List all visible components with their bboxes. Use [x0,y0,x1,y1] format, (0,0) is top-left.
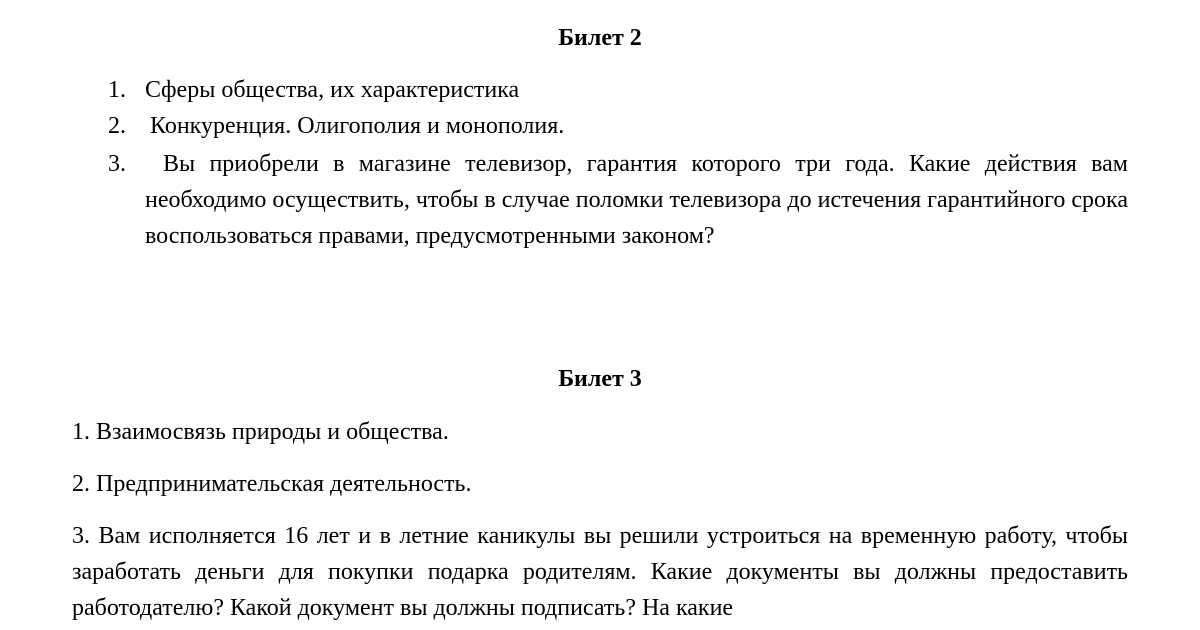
question-number: 3. [108,151,126,177]
ticket-3-question-1: 1. Взаимосвязь природы и общества. [72,419,449,445]
ticket-2-title: Билет 2 [558,25,642,51]
ticket-3-title: Билет 3 [558,366,642,392]
ticket-2-question-1 [108,72,1128,108]
question-text: Вы приобрели в магазине телевизор, гарантия которого три года. Какие действия вам необходимо осуществить, чтобы в случае поломки телевизора до истечения гарантийного срока воспользоваться правами, предусмотренными законом? [145,151,1128,249]
ticket-2-question-2 [108,108,1128,144]
ticket-3-question-3: 3. Вам исполняется 16 лет и в летние каникулы вы решили устроиться на временную работу, чтобы заработать деньги для покупки подарка родителям. Какие документы вы должны предоставить работодателю? Какой документ вы должны подписать? На какие [72,523,1128,621]
ticket-3-question-2: 2. Предпринимательская деятельность. [72,471,472,497]
question-text: Конкуренция. Олигополия и монополия. [150,113,565,139]
question-number: 1. [108,77,126,103]
question-text-block [145,146,1128,254]
question-number: 2. [108,113,126,139]
question-text: Сферы общества, их характеристика [145,77,520,103]
ticket-2-question-3 [108,146,1128,254]
